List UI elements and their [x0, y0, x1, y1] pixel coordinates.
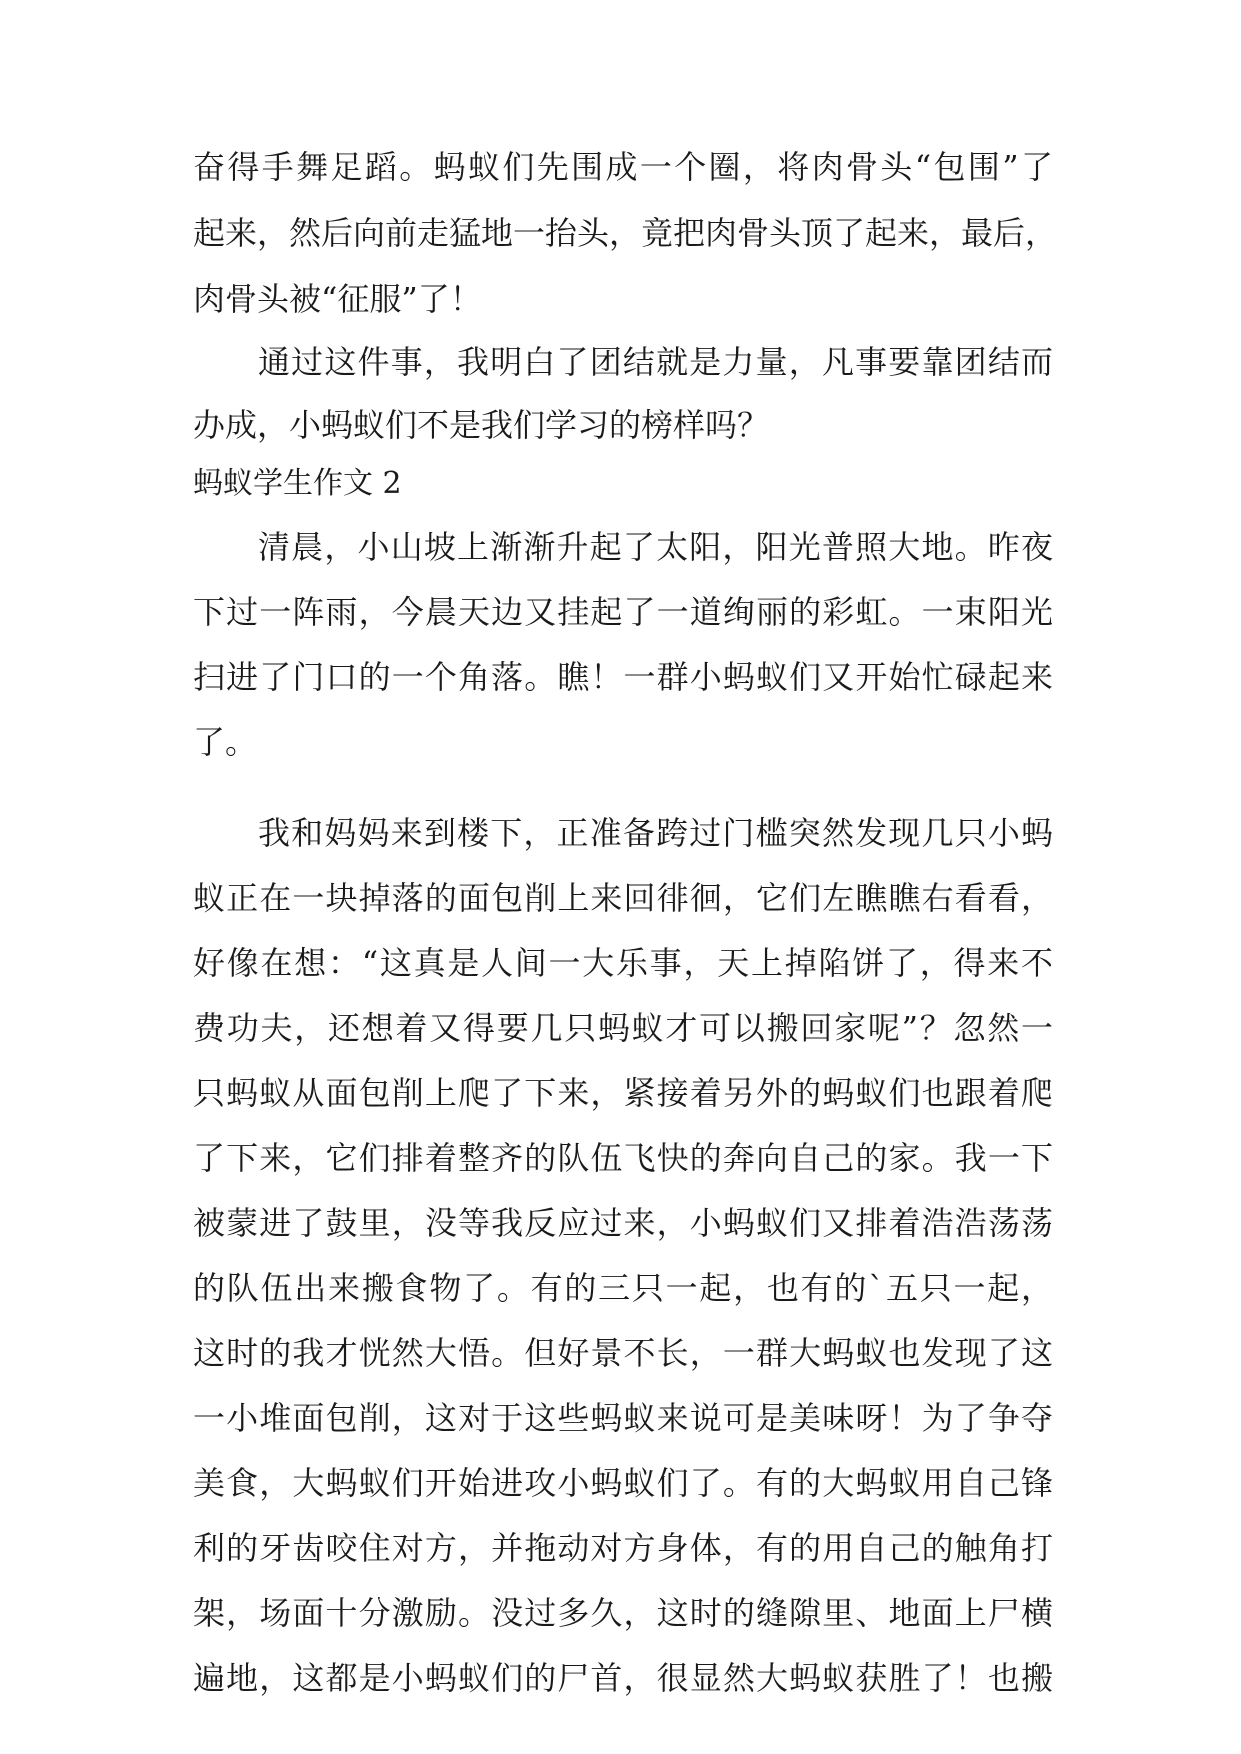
paragraph-line: 蚁正在一块掉落的面包削上来回徘徊，它们左瞧瞧右看看，: [193, 879, 1053, 917]
paragraph-line: 遍地，这都是小蚂蚁们的尸首，很显然大蚂蚁获胜了！也搬: [193, 1659, 1053, 1697]
paragraph-line: 只蚂蚁从面包削上爬了下来，紧接着另外的蚂蚁们也跟着爬: [193, 1074, 1053, 1112]
paragraph-line: 通过这件事，我明白了团结就是力量，凡事要靠团结而: [258, 343, 1053, 381]
paragraph-line: 美食，大蚂蚁们开始进攻小蚂蚁们了。有的大蚂蚁用自己锋: [193, 1464, 1053, 1502]
paragraph-line: 了。: [193, 723, 258, 761]
paragraph-line: 好像在想：“这真是人间一大乐事，天上掉陷饼了，得来不: [193, 944, 1053, 982]
paragraph-line: 费功夫，还想着又得要几只蚂蚁才可以搬回家呢”？忽然一: [193, 1009, 1053, 1047]
paragraph-line: 利的牙齿咬住对方，并拖动对方身体，有的用自己的触角打: [193, 1529, 1053, 1567]
paragraph-line: 被蒙进了鼓里，没等我反应过来，小蚂蚁们又排着浩浩荡荡: [193, 1204, 1053, 1242]
paragraph-line: 这时的我才恍然大悟。但好景不长，一群大蚂蚁也发现了这: [193, 1334, 1053, 1372]
paragraph-line: 一小堆面包削，这对于这些蚂蚁来说可是美味呀！为了争夺: [193, 1399, 1053, 1437]
paragraph-line: 下过一阵雨，今晨天边又挂起了一道绚丽的彩虹。一束阳光: [193, 593, 1053, 631]
paragraph-line: 清晨，小山坡上渐渐升起了太阳，阳光普照大地。昨夜: [258, 528, 1053, 566]
paragraph-line: 了下来，它们排着整齐的队伍飞快的奔向自己的家。我一下: [193, 1139, 1053, 1177]
paragraph-line: 办成，小蚂蚁们不是我们学习的榜样吗？: [193, 406, 770, 444]
paragraph-line: 肉骨头被“征服”了！: [193, 280, 482, 318]
paragraph-line: 架，场面十分激励。没过多久，这时的缝隙里、地面上尸横: [193, 1594, 1053, 1632]
section-heading: 蚂蚁学生作文 2: [193, 466, 402, 501]
paragraph-line: 的队伍出来搬食物了。有的三只一起，也有的`五只一起，: [193, 1269, 1053, 1307]
paragraph-line: 扫进了门口的一个角落。瞧！一群小蚂蚁们又开始忙碌起来: [193, 658, 1053, 696]
paragraph-line: 我和妈妈来到楼下，正准备跨过门槛突然发现几只小蚂: [258, 814, 1053, 852]
paragraph-line: 起来，然后向前走猛地一抬头，竟把肉骨头顶了起来，最后，: [193, 214, 1058, 252]
paragraph-line: 奋得手舞足蹈。蚂蚁们先围成一个圈，将肉骨头“包围”了: [193, 148, 1053, 186]
